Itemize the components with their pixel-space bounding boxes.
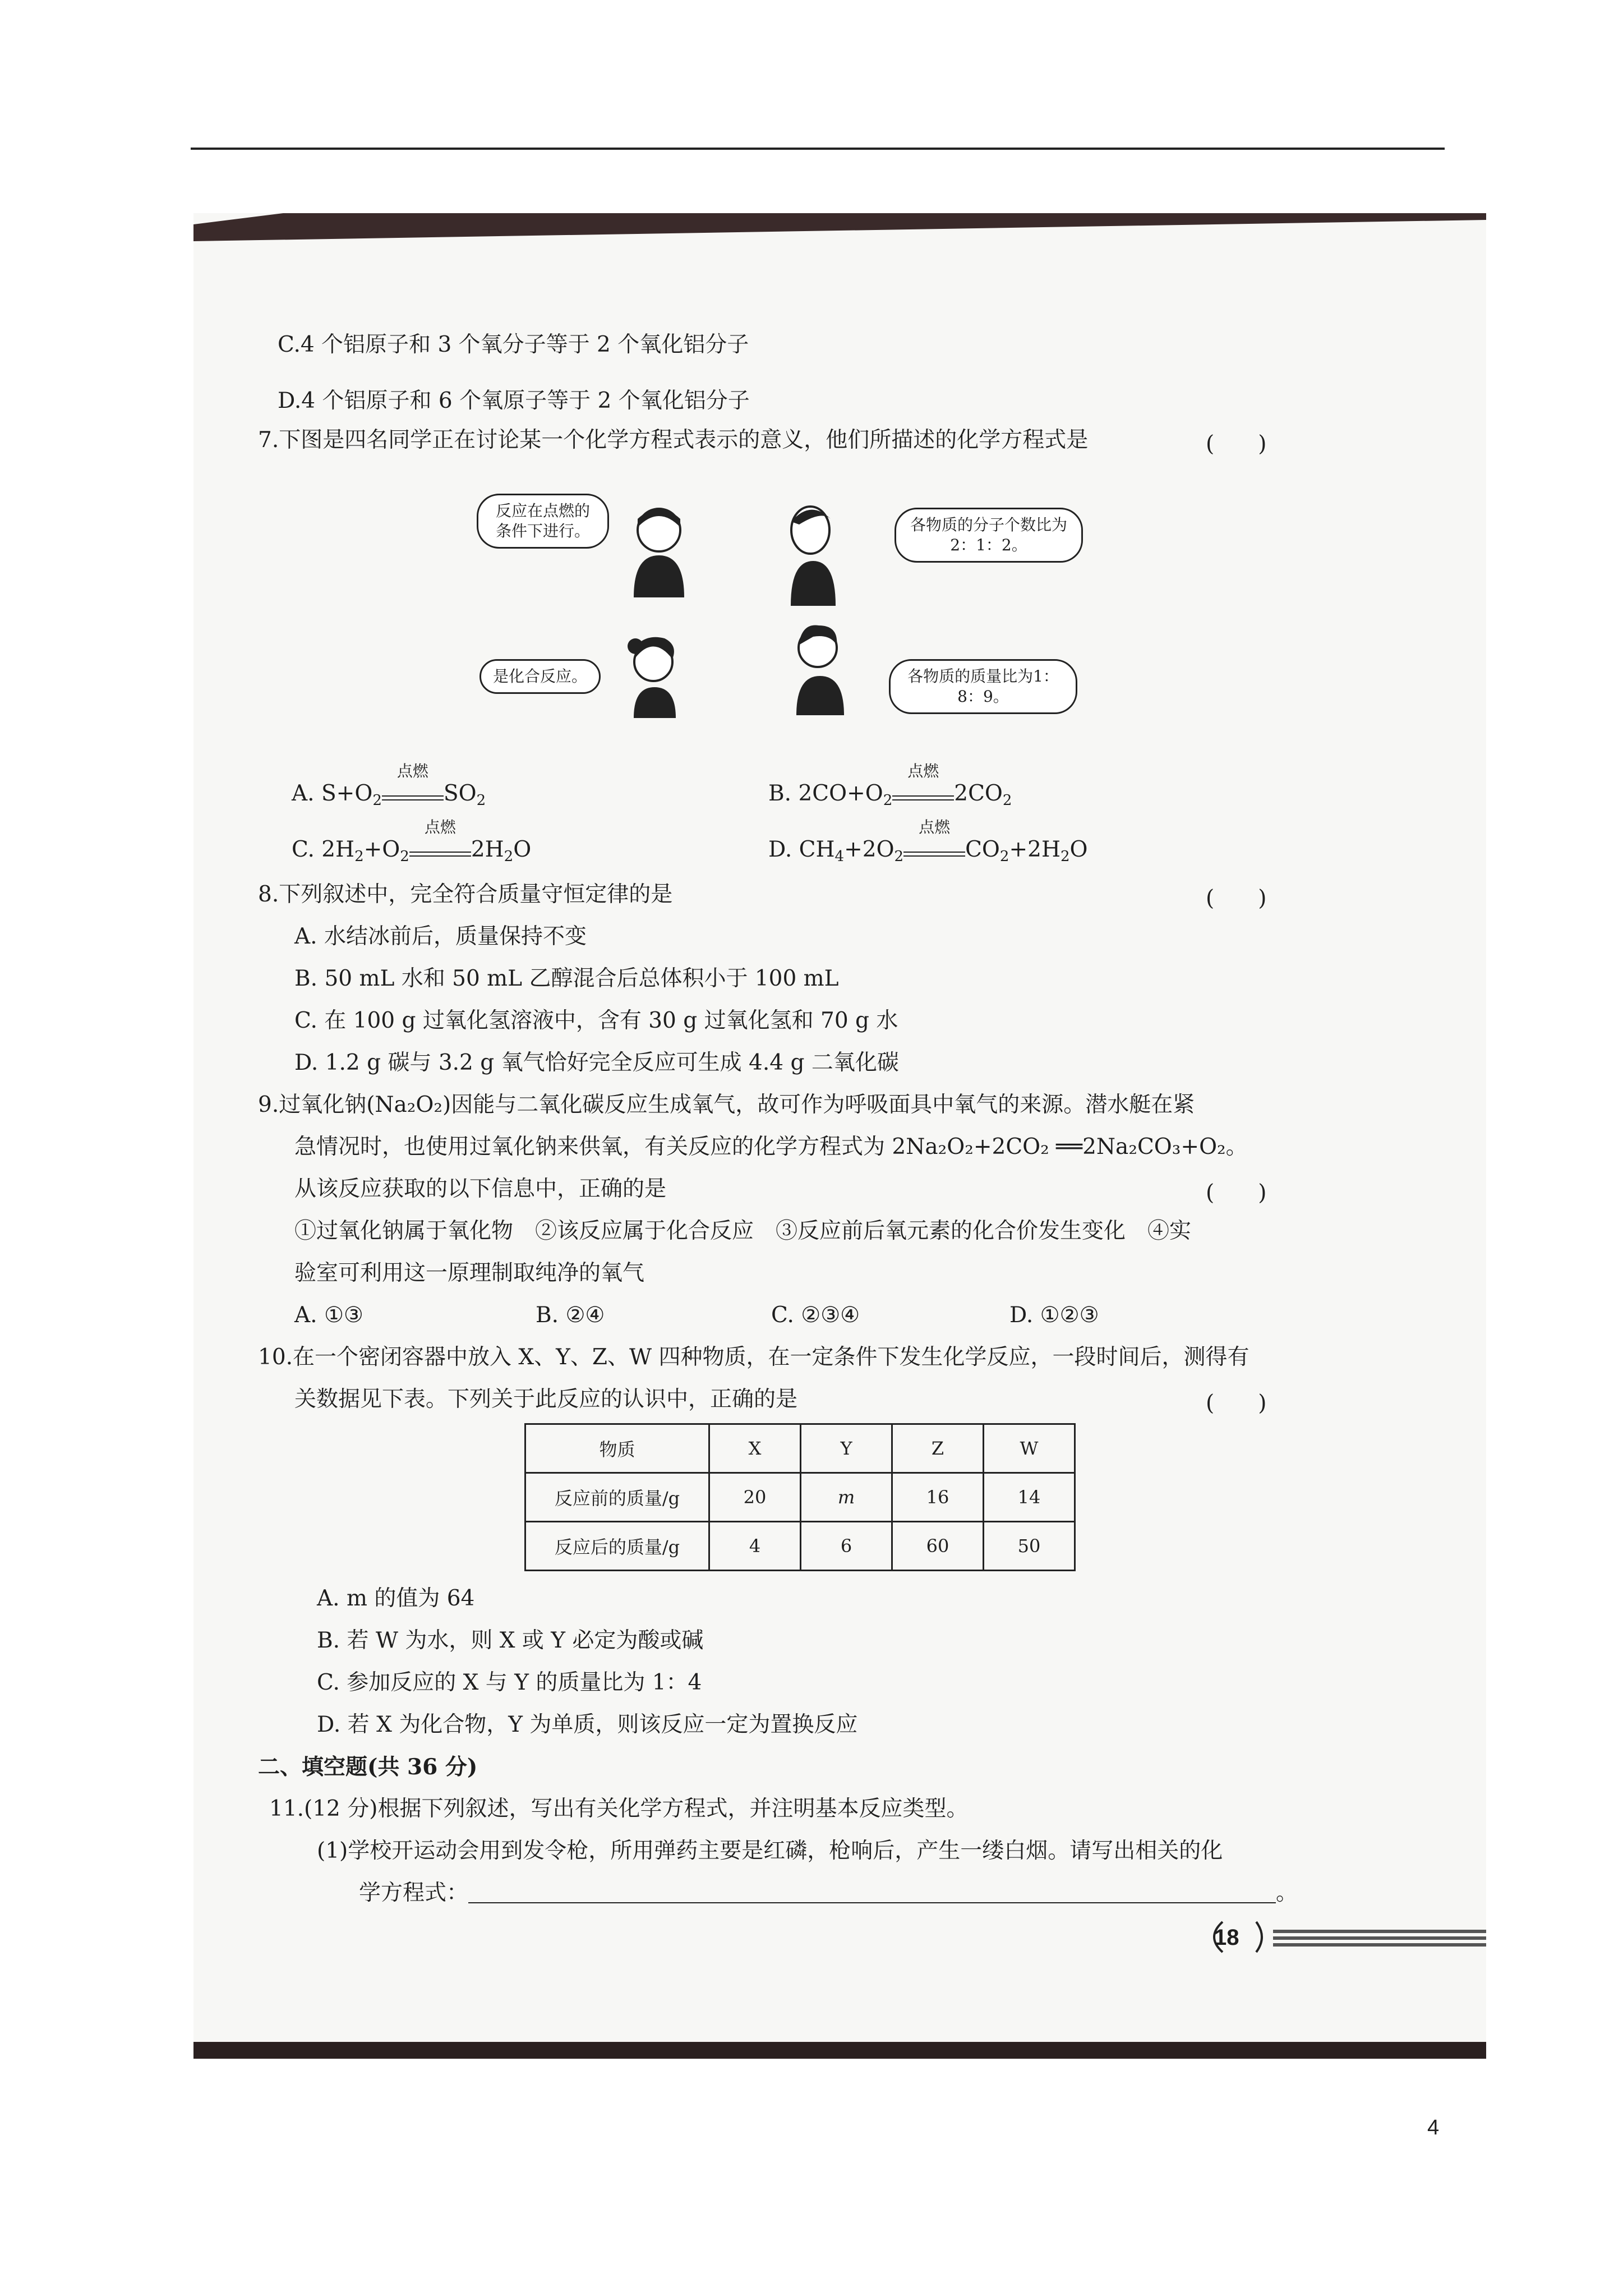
q8-option-c: C. 在 100 g 过氧化氢溶液中，含有 30 g 过氧化氢和 70 g 水 (294, 1008, 898, 1033)
table-cell: 4 (709, 1522, 801, 1571)
student-1-figure (617, 502, 701, 597)
table-cell: 14 (984, 1473, 1075, 1522)
q9-option-c: C. ②③④ (771, 1303, 860, 1328)
table-cell: 16 (892, 1473, 984, 1522)
answer-blank[interactable] (468, 1885, 1276, 1903)
table-cell: Z (892, 1424, 984, 1473)
table-cell: X (709, 1424, 801, 1473)
q10-paren: ( ) (1206, 1391, 1267, 1416)
q7-paren: ( ) (1206, 431, 1267, 457)
book-page-number: 18 (1214, 1925, 1239, 1950)
q10-line-1: 10.在一个密闭容器中放入 X、Y、Z、W 四种物质，在一定条件下发生化学反应，一段时间后，测得有 (258, 1345, 1249, 1370)
table-cell: W (984, 1424, 1075, 1473)
speech-bubble-1: 反应在点燃的条件下进行。 (477, 494, 609, 549)
q10-line-2: 关数据见下表。下列关于此反应的认识中，正确的是 (294, 1387, 798, 1412)
q7-option-c: C. $2H_2+O_2$ 点燃 $2H_2O$ (292, 818, 532, 865)
q9-line-1: 9.过氧化钠(Na₂O₂)因能与二氧化碳反应生成氧气，故可作为呼吸面具中氧气的来源。潜水艇在紧 (258, 1092, 1195, 1117)
table-cell: m (801, 1473, 892, 1522)
table-row (525, 1473, 1075, 1522)
student-2-figure (777, 499, 850, 606)
q7-option-a: A. $S+O_2$ 点燃 $SO_2$ (292, 762, 486, 809)
q9-line-3: 从该反应获取的以下信息中，正确的是 (294, 1176, 667, 1202)
q8-option-a: A. 水结冰前后，质量保持不变 (294, 924, 587, 949)
q10-option-b: B. 若 W 为水，则 X 或 Y 必定为酸或碱 (317, 1628, 704, 1653)
q10-option-d: D. 若 X 为化合物，Y 为单质，则该反应一定为置换反应 (317, 1712, 858, 1737)
table-cell: 6 (801, 1522, 892, 1571)
top-band (193, 213, 1486, 241)
table-cell: 物质 (525, 1424, 709, 1473)
table-header-row (525, 1424, 1075, 1473)
q7-stem: 7.下图是四名同学正在讨论某一个化学方程式表示的意义，他们所描述的化学方程式是 (258, 427, 1089, 453)
header-rule (191, 148, 1445, 150)
q9-option-b: B. ②④ (536, 1303, 605, 1328)
table-cell: 反应前的质量/g (525, 1473, 709, 1522)
q9-option-a: A. ①③ (294, 1303, 363, 1328)
q7-option-b: B. $2CO+O_2$ 点燃 $2CO_2$ (768, 762, 1012, 809)
table-cell: 20 (709, 1473, 801, 1522)
q10-data-table (524, 1423, 1076, 1571)
q9-line-5: 验室可利用这一原理制取纯净的氧气 (294, 1260, 645, 1286)
q11-part-1-line-1: (1)学校开运动会用到发令枪，所用弹药主要是红磷，枪响后，产生一缕白烟。请写出相关的化 (317, 1838, 1223, 1864)
bottom-band (193, 2042, 1486, 2059)
q8-option-b: B. 50 mL 水和 50 mL 乙醇混合后总体积小于 100 mL (294, 966, 839, 991)
section-2-title: 二、填空题(共 36 分) (258, 1754, 478, 1780)
speech-bubble-2: 各物质的分子个数比为2：1：2。 (895, 508, 1083, 563)
q10-option-c: C. 参加反应的 X 与 Y 的质量比为 1：4 (317, 1670, 702, 1695)
table-cell: Y (801, 1424, 892, 1473)
book-page-badge-frame (1200, 1917, 1486, 1957)
q10-option-a: A. m 的值为 64 (317, 1586, 475, 1611)
table-cell: 60 (892, 1522, 984, 1571)
q6-option-d: D.4 个铝原子和 6 个氧原子等于 2 个氧化铝分子 (278, 388, 750, 413)
speech-bubble-4: 各物质的质量比为1：8：9。 (889, 659, 1077, 714)
table-cell: 反应后的质量/g (525, 1522, 709, 1571)
student-4-figure (785, 620, 858, 715)
q11-stem: 11.(12 分)根据下列叙述，写出有关化学方程式，并注明基本反应类型。 (269, 1796, 969, 1821)
q9-paren: ( ) (1206, 1180, 1267, 1205)
q6-option-c: C.4 个铝原子和 3 个氧分子等于 2 个氧化铝分子 (278, 332, 749, 357)
q9-option-d: D. ①②③ (1009, 1303, 1099, 1328)
q8-paren: ( ) (1206, 886, 1267, 911)
q11-part-1-line-2: 学方程式： 。 (359, 1880, 1298, 1906)
speech-bubble-3: 是化合反应。 (479, 659, 601, 694)
table-cell: 50 (984, 1522, 1075, 1571)
student-3-figure (620, 634, 698, 718)
page-number: 4 (1427, 2116, 1440, 2139)
q8-stem: 8.下列叙述中，完全符合质量守恒定律的是 (258, 882, 673, 907)
table-row (525, 1522, 1075, 1571)
q8-option-d: D. 1.2 g 碳与 3.2 g 氧气恰好完全反应可生成 4.4 g 二氧化碳 (294, 1050, 899, 1075)
q9-line-4: ①过氧化钠属于氧化物 ②该反应属于化合反应 ③反应前后氧元素的化合价发生变化 ④实 (294, 1218, 1192, 1244)
q9-line-2: 急情况时，也使用过氧化钠来供氧，有关反应的化学方程式为 2Na₂O₂+2CO₂ ══2Na₂CO₃+O₂。 (294, 1134, 1248, 1159)
q7-option-d: D. $CH_4+2O_2$ 点燃 $CO_2+2H_2O$ (768, 818, 1088, 865)
